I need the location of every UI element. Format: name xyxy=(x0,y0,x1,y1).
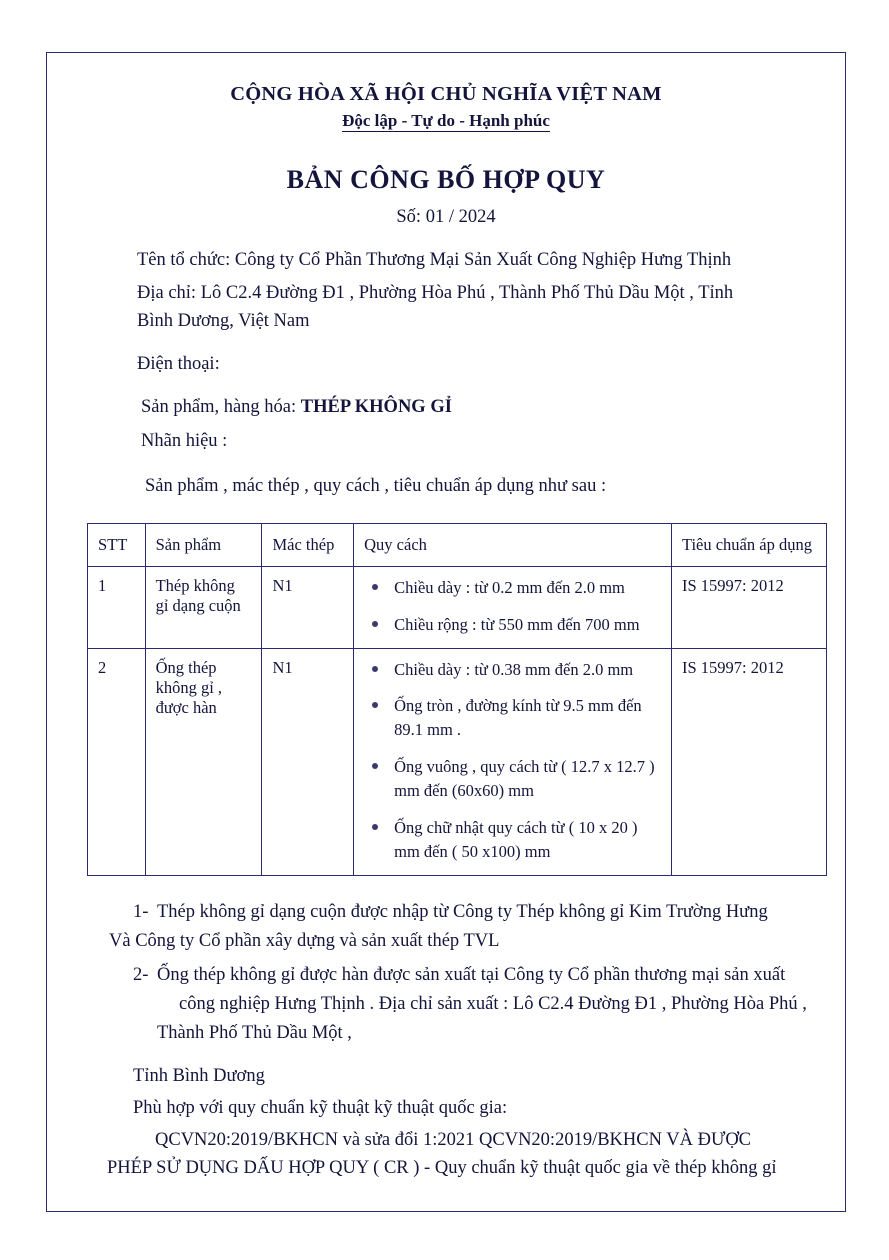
product-label: Sản phẩm, hàng hóa: xyxy=(141,396,301,417)
organization-name: Công ty Cổ Phần Thương Mại Sản Xuất Công Nghiệp Hưng Thịnh xyxy=(234,250,732,270)
cell-specs xyxy=(354,648,672,875)
note-body xyxy=(157,961,815,1047)
note-number: 1- xyxy=(133,902,149,922)
national-motto-text: Độc lập - Tự do - Hạnh phúc xyxy=(342,111,550,130)
note-line: Ống thép không gỉ được hàn được sản xuất tại Công ty Cổ phần thương mại sản xuất xyxy=(157,965,786,986)
cell-stt: 1 xyxy=(88,566,146,648)
national-motto xyxy=(77,111,815,131)
table-intro: Sản phẩm , mác thép , quy cách , tiêu chuẩn áp dụng như sau : xyxy=(145,476,607,497)
note-item xyxy=(133,898,815,927)
spec-bullet: Chiều rộng : từ 550 mm đến 700 mm xyxy=(364,613,661,637)
province-line: Tỉnh Bình Dương xyxy=(133,1066,265,1087)
document-number: Số: 01 / 2024 xyxy=(396,207,496,227)
cell-standard: IS 15997: 2012 xyxy=(671,566,826,648)
table-header-row xyxy=(88,523,827,566)
note-continuation: Và Công ty Cổ phần xây dựng và sản xuất thép TVL xyxy=(109,930,500,951)
th-stt: STT xyxy=(88,523,146,566)
cell-grade: N1 xyxy=(262,648,354,875)
document-page xyxy=(46,52,846,1212)
spec-bullet: Ống tròn , đường kính từ 9.5 mm đến 89.1 mm . xyxy=(364,694,661,742)
cell-standard: IS 15997: 2012 xyxy=(671,648,826,875)
organization-line xyxy=(77,246,815,275)
cell-specs xyxy=(354,566,672,648)
spec-bullet: Chiều dày : từ 0.2 mm đến 2.0 mm xyxy=(364,576,661,600)
national-heading: CỘNG HÒA XÃ HỘI CHỦ NGHĨA VIỆT NAM xyxy=(230,83,662,105)
address-line-1: Địa chỉ: Lô C2.4 Đường Đ1 , Phường Hòa Phú , Thành Phố Thủ Dầu Một , Tỉnh xyxy=(137,282,734,303)
conformity-line-2: PHÉP SỬ DỤNG DẤU HỢP QUY ( CR ) - Quy chuẩn kỹ thuật quốc gia về thép không gỉ xyxy=(107,1157,777,1178)
spec-bullet: Ống vuông , quy cách từ ( 12.7 x 12.7 ) mm đến (60x60) mm xyxy=(364,755,661,803)
cell-stt: 2 xyxy=(88,648,146,875)
product-name: THÉP KHÔNG GỈ xyxy=(300,396,452,417)
spec-bullet: Ống chữ nhật quy cách từ ( 10 x 20 ) mm đến ( 50 x100) mm xyxy=(364,816,661,864)
note-body xyxy=(157,898,815,927)
th-standard: Tiêu chuẩn áp dụng xyxy=(671,523,826,566)
note-number: 2- xyxy=(133,965,149,986)
notes-section xyxy=(77,898,815,1047)
organization-label: Tên tổ chức: xyxy=(137,250,235,270)
note-line: công nghiệp Hưng Thịnh . Địa chỉ sản xuất : Lô C2.4 Đường Đ1 , Phường Hòa Phú , xyxy=(179,994,807,1015)
th-product: Sản phẩm xyxy=(145,523,262,566)
footer-section xyxy=(77,1063,815,1182)
brand-line: Nhãn hiệu : xyxy=(141,431,228,452)
cell-product: Ống thép không gỉ , được hàn xyxy=(145,648,262,875)
product-line xyxy=(77,393,815,422)
th-grade: Mác thép xyxy=(262,523,354,566)
phone-line: Điện thoại: xyxy=(137,354,220,375)
document-title: BẢN CÔNG BỐ HỢP QUY xyxy=(286,165,606,194)
conformity-label: Phù hợp với quy chuẩn kỹ thuật kỹ thuật quốc gia: xyxy=(133,1098,508,1119)
cell-grade: N1 xyxy=(262,566,354,648)
conformity-line-1: QCVN20:2019/BKHCN và sửa đổi 1:2021 QCVN20:2019/BKHCN VÀ ĐƯỢC xyxy=(155,1129,752,1150)
note-line: Thành Phố Thủ Dầu Một , xyxy=(157,1022,352,1043)
seal-container xyxy=(675,613,845,853)
spec-bullet: Chiều dày : từ 0.38 mm đến 2.0 mm xyxy=(364,658,661,682)
th-spec: Quy cách xyxy=(354,523,672,566)
address-line-2: Bình Dương, Việt Nam xyxy=(137,311,310,332)
note-item xyxy=(133,961,815,1047)
note-line: Thép không gỉ dạng cuộn được nhập từ Công ty Thép không gỉ Kim Trường Hưng xyxy=(157,902,768,922)
cell-product: Thép không gỉ dạng cuộn xyxy=(145,566,262,648)
